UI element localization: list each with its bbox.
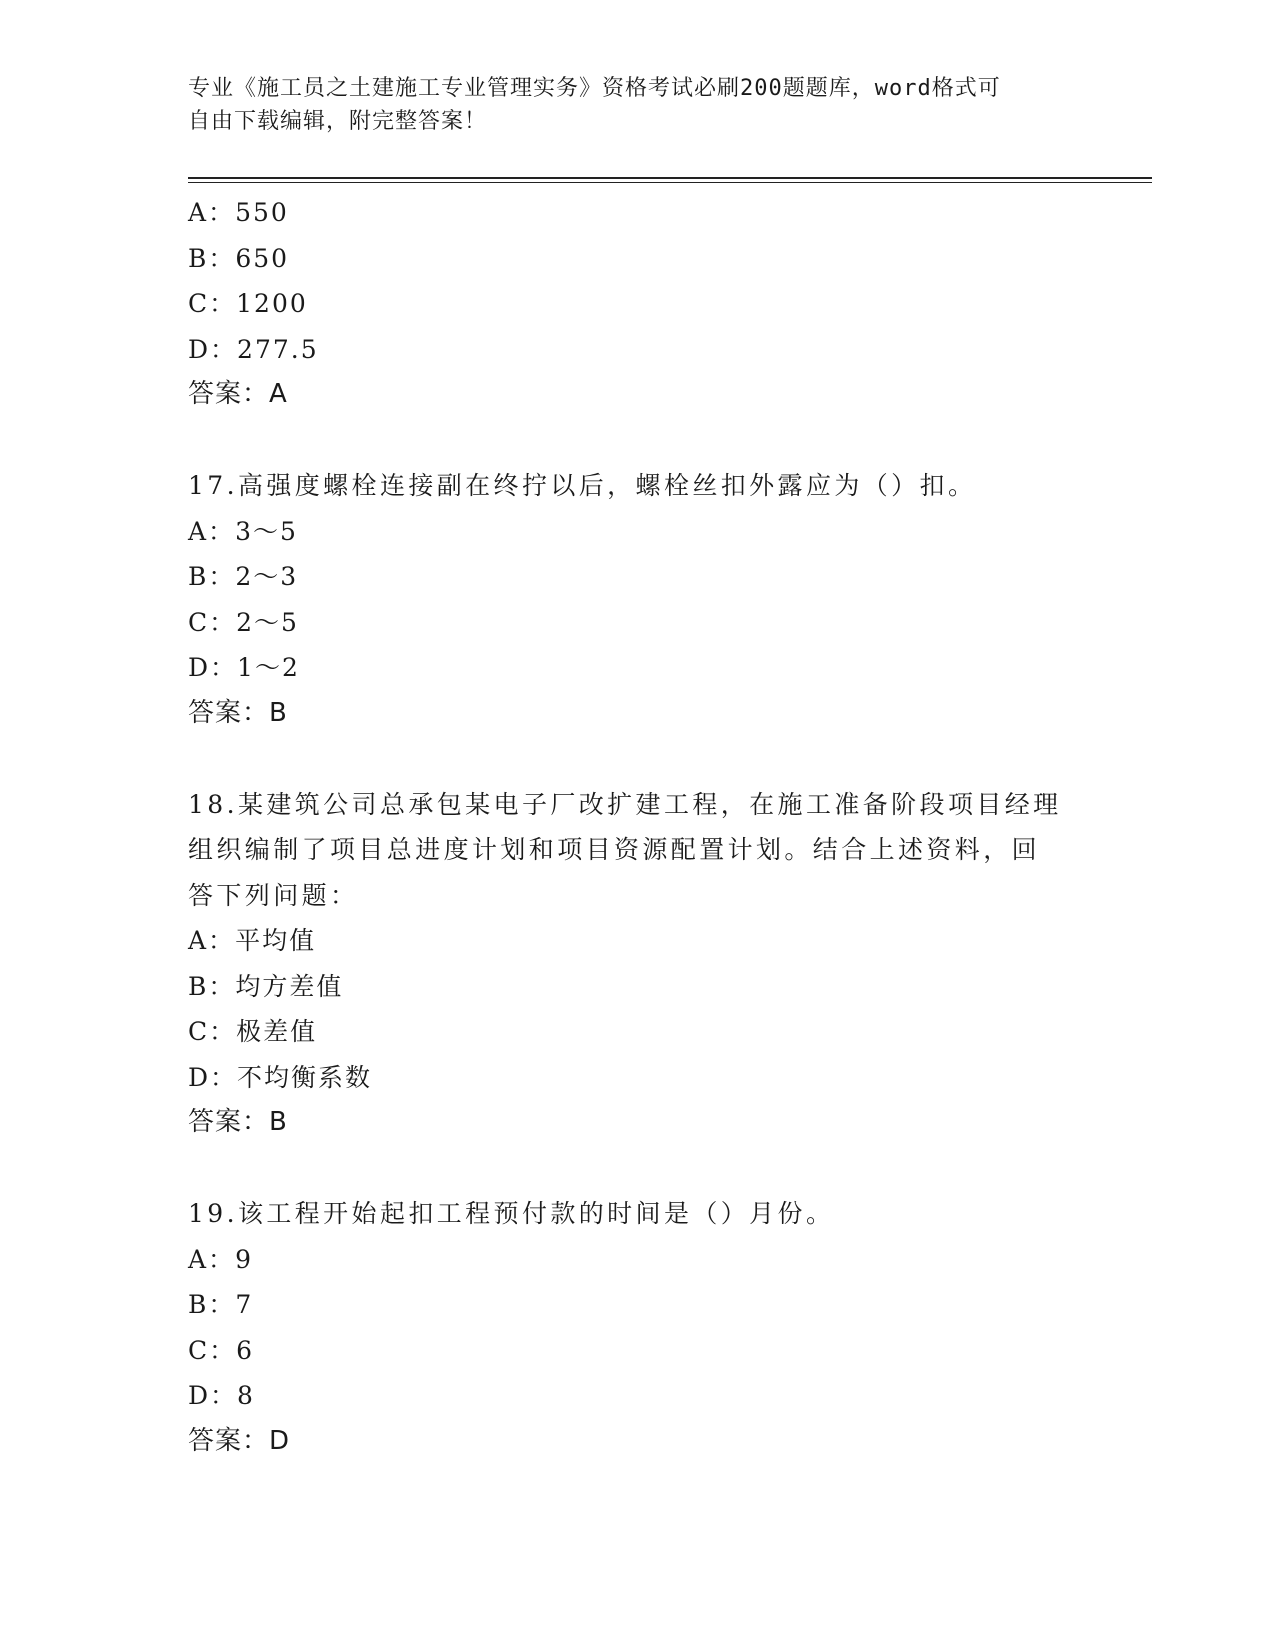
option-b [188,236,1088,282]
option-b [188,964,1088,1010]
spacer [188,418,1088,464]
option-text: 平均值 [235,926,317,955]
option-text: 2～3 [235,562,299,591]
option-key: D： [188,1381,238,1410]
spacer [188,736,1088,782]
option-c [188,600,1088,646]
option-c [188,281,1088,327]
option-text: 277.5 [237,334,319,364]
answer-line: 答案：A [188,379,288,409]
option-text: 7 [235,1290,254,1319]
question-17 [188,463,1088,736]
option-key: C： [188,1017,237,1046]
option-key: D： [188,334,238,364]
question-16-tail [188,190,1088,418]
option-text: 8 [237,1381,255,1410]
option-key: C： [188,607,237,637]
option-b [188,554,1088,600]
option-key: D： [188,1062,238,1092]
option-text: 9 [235,1244,253,1274]
option-text: 3～5 [235,516,298,546]
option-c [188,1328,1088,1374]
option-c [188,1009,1088,1055]
option-a [188,918,1088,964]
option-key: B： [188,562,236,591]
question-stem: 19.该工程开始起扣工程预付款的时间是（）月份。 [188,1199,835,1228]
option-a [188,190,1088,236]
option-text: 不均衡系数 [237,1062,373,1092]
question-stem: 18.某建筑公司总承包某电子厂改扩建工程，在施工准备阶段项目经理组织编制了项目总进度计划和项目资源配置计划。结合上述资料，回答下列问题： [188,789,1062,910]
option-text: 550 [235,198,289,227]
option-a [188,509,1088,555]
option-text: 极差值 [236,1017,318,1046]
option-text: 650 [235,243,290,273]
option-key: A： [188,198,236,227]
option-text: 6 [236,1335,255,1365]
option-d [188,1055,1088,1101]
option-key: C： [188,1335,237,1365]
header-title-line-1: 专业《施工员之土建施工专业管理实务》资格考试必刷200题题库，word格式可 [188,76,1001,101]
question-list [188,190,1088,1464]
question-stem: 17.高强度螺栓连接副在终拧以后，螺栓丝扣外露应为（）扣。 [188,471,977,500]
header-title-line-2: 自由下载编辑，附完整答案！ [188,109,488,134]
spacer [188,1146,1088,1192]
option-text: 1200 [236,289,308,318]
option-text: 2～5 [236,607,299,637]
option-key: B： [188,1290,236,1319]
option-b [188,1282,1088,1328]
option-text: 均方差值 [235,971,344,1001]
option-key: B： [188,971,236,1001]
option-key: D： [188,653,238,682]
answer-line: 答案：B [188,1107,288,1137]
option-key: B： [188,243,236,273]
option-key: A： [188,516,236,546]
header-divider [188,177,1152,183]
option-d [188,327,1088,373]
option-key: C： [188,289,237,318]
option-d [188,1373,1088,1419]
option-text: 1～2 [237,653,300,682]
option-key: A： [188,926,236,955]
option-a [188,1237,1088,1283]
answer-line: 答案：D [188,1425,291,1456]
option-d [188,645,1088,691]
question-18 [188,782,1088,1146]
option-key: A： [188,1244,236,1274]
document-header [188,72,1078,138]
question-19 [188,1191,1088,1464]
answer-line: 答案：B [188,697,288,728]
